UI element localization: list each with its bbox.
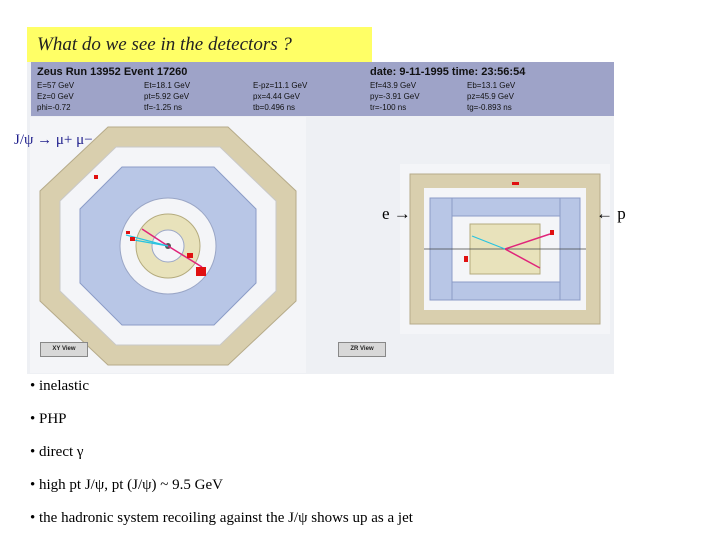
energy-deposit — [196, 267, 206, 276]
energy-deposit — [464, 256, 468, 262]
event-datetime: date: 9-11-1995 time: 23:56:54 — [370, 66, 526, 78]
zr-view-button[interactable]: ZR View — [338, 342, 386, 357]
header-cell: pt=5.92 GeV — [144, 92, 190, 101]
header-cell: Eb=13.1 GeV — [467, 81, 516, 90]
event-header — [31, 62, 614, 116]
energy-deposit — [126, 231, 130, 234]
header-cell: tb=0.496 ns — [253, 103, 296, 112]
event-title: Zeus Run 13952 Event 17260 — [37, 66, 188, 78]
bullet-item: • high pt J/ψ, pt (J/ψ) ~ 9.5 GeV — [30, 477, 223, 493]
channel-label: J/ψ → μ+ μ− — [14, 132, 93, 148]
header-cell: Ez=0 GeV — [37, 92, 74, 101]
findings-list — [30, 376, 630, 541]
energy-deposit — [512, 182, 519, 185]
header-cell: px=4.44 GeV — [253, 92, 300, 101]
proton-beam-label: ← p — [596, 204, 626, 223]
header-cell: tf=-1.25 ns — [144, 103, 183, 112]
xy-view — [30, 117, 306, 373]
electron-beam-label: e → — [382, 204, 411, 223]
barrel-calorimeter-bottom — [452, 282, 560, 300]
bullet-item: • the hadronic system recoiling against the J/ψ shows up as a jet — [30, 510, 413, 526]
energy-deposit — [187, 253, 193, 258]
zr-view — [400, 164, 610, 334]
header-cell: tg=-0.893 ns — [467, 103, 512, 112]
slide-title: What do we see in the detectors ? — [27, 27, 372, 65]
energy-deposit — [130, 237, 135, 241]
header-cell: Et=18.1 GeV — [144, 81, 191, 90]
header-cell: E-pz=11.1 GeV — [253, 81, 308, 90]
energy-deposit — [94, 175, 98, 179]
header-cell: pz=45.9 GeV — [467, 92, 514, 101]
header-cell: Ef=43.9 GeV — [370, 81, 417, 90]
bullet-item: • inelastic — [30, 378, 89, 394]
energy-deposit — [550, 230, 554, 235]
barrel-calorimeter-top — [452, 198, 560, 216]
header-cell: E=57 GeV — [37, 81, 75, 90]
header-cell: py=-3.91 GeV — [370, 92, 420, 101]
header-cell: tr=-100 ns — [370, 103, 407, 112]
xy-view-button[interactable]: XY View — [40, 342, 88, 357]
bullet-item: • direct γ — [30, 444, 84, 460]
header-cell: phi=-0.72 — [37, 103, 71, 112]
bullet-item: • PHP — [30, 411, 67, 427]
